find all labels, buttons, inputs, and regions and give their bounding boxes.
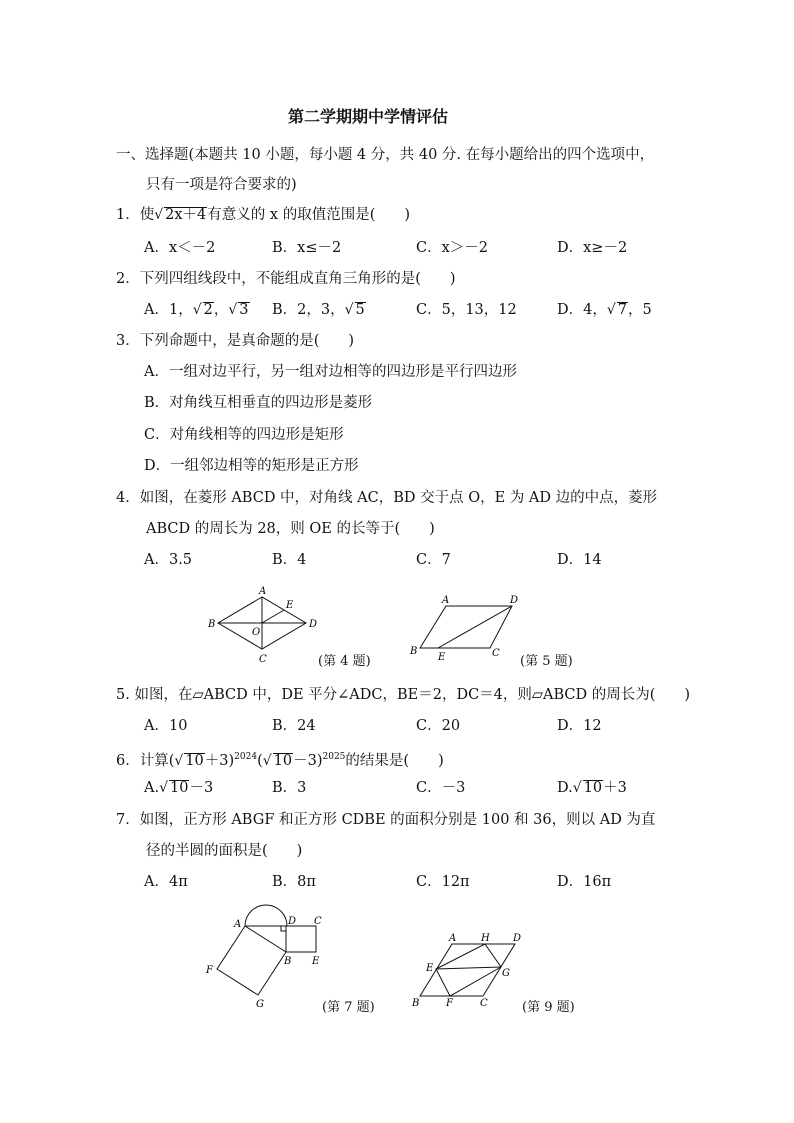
label-a: A: [259, 586, 267, 597]
label-a: A: [234, 919, 242, 930]
label-b: B: [208, 619, 216, 630]
question-3: 3．下列命题中，是真命题的是( ): [116, 333, 355, 349]
label-e: E: [426, 963, 434, 974]
label-a: A: [449, 933, 457, 944]
label-c: C: [492, 648, 500, 659]
label-b: B: [412, 998, 420, 1009]
figure-q4-rhombus: [200, 583, 330, 665]
label-a: A: [442, 595, 450, 606]
q2-option-c: C．5，13，12: [416, 302, 517, 318]
q2-option-d: D．4，√ 7，5: [557, 302, 652, 318]
q3-option-d: D．一组邻边相等的矩形是正方形: [144, 458, 359, 474]
q1-option-b: B．x≤－2: [272, 240, 342, 256]
figure-q9-parallelogram: [405, 930, 530, 1010]
question-5: 5. 如图，在▱ABCD 中，DE 平分∠ADC，BE＝2，DC＝4，则▱ABCD 的周长为( ): [116, 687, 691, 703]
label-d: D: [288, 916, 297, 927]
q2-option-a: A．1，√ 2，√ 3: [144, 302, 249, 318]
caption-q9: (第 9 题): [522, 1000, 575, 1015]
caption-q5: (第 5 题): [520, 654, 573, 669]
q4-option-b: B．4: [272, 552, 307, 568]
caption-q7: (第 7 题): [322, 1000, 375, 1015]
q6-option-d: D.√ 10＋3: [557, 780, 627, 796]
q1-option-c: C．x＞－2: [416, 240, 488, 256]
label-e: E: [312, 956, 320, 967]
q5-option-a: A．10: [144, 718, 188, 734]
label-e: E: [286, 600, 294, 611]
label-o: O: [252, 627, 261, 638]
q7-option-c: C．12π: [416, 874, 470, 890]
label-g: G: [256, 999, 264, 1010]
label-f: F: [446, 998, 453, 1009]
label-g: G: [502, 968, 510, 979]
figure-q5-parallelogram: [400, 592, 535, 664]
radicand: 2x＋4: [165, 207, 207, 223]
caption-q4: (第 4 题): [318, 654, 371, 669]
q7-option-a: A．4π: [144, 874, 188, 890]
q4-option-d: D．14: [557, 552, 602, 568]
label-c: C: [314, 916, 322, 927]
question-4-cont: ABCD 的周长为 28，则 OE 的长等于( ): [146, 521, 435, 537]
q5-option-d: D．12: [557, 718, 602, 734]
section-heading-cont: 只有一项是符合要求的): [146, 177, 297, 193]
question-7-cont: 径的半圆的面积是( ): [146, 843, 303, 859]
q5-option-c: C．20: [416, 718, 461, 734]
q1-option-d: D．x≥－2: [557, 240, 628, 256]
label-f: F: [206, 965, 213, 976]
q6-option-a: A.√ 10－3: [144, 780, 214, 796]
label-e: E: [438, 652, 446, 663]
q3-option-c: C．对角线相等的四边形是矩形: [144, 427, 344, 443]
q2-option-b: B．2，3，√ 5: [272, 302, 365, 318]
label-c: C: [259, 654, 267, 665]
question-1: 1．使√ 2x＋4有意义的 x 的取值范围是( ): [116, 207, 411, 223]
question-6: 6．计算(√ 10＋3)$^{2024}$(√ 10－3)$^{2025}$的结果是( ): [116, 752, 444, 769]
q6-option-b: B．3: [272, 780, 307, 796]
label-b: B: [284, 956, 292, 967]
q7-option-d: D．16π: [557, 874, 612, 890]
question-2: 2．下列四组线段中，不能组成直角三角形的是( ): [116, 271, 456, 287]
section-heading: 一、选择题(本题共 10 小题，每小题 4 分，共 40 分. 在每小题给出的四个选项中，: [116, 147, 655, 163]
q3-option-b: B．对角线互相垂直的四边形是菱形: [144, 395, 373, 411]
question-4: 4．如图，在菱形 ABCD 中，对角线 AC，BD 交于点 O，E 为 AD 边的中点，菱形: [116, 490, 658, 506]
q6-option-c: C．－3: [416, 780, 466, 796]
question-7: 7．如图，正方形 ABGF 和正方形 CDBE 的面积分别是 100 和 36，则以 AD 为直: [116, 812, 656, 828]
page-title: 第二学期期中学情评估: [288, 107, 449, 126]
q5-option-b: B．24: [272, 718, 316, 734]
label-h: H: [481, 933, 490, 944]
q4-option-a: A．3.5: [144, 552, 193, 568]
q4-option-c: C．7: [416, 552, 451, 568]
q3-option-a: A．一组对边平行，另一组对边相等的四边形是平行四边形: [144, 364, 517, 380]
label-b: B: [410, 646, 418, 657]
label-c: C: [480, 998, 488, 1009]
label-d: D: [309, 619, 318, 630]
label-d: D: [510, 595, 519, 606]
label-d: D: [513, 933, 522, 944]
figure-q7-squares: [200, 900, 330, 1015]
q7-option-b: B．8π: [272, 874, 316, 890]
q1-option-a: A．x＜－2: [144, 240, 216, 256]
